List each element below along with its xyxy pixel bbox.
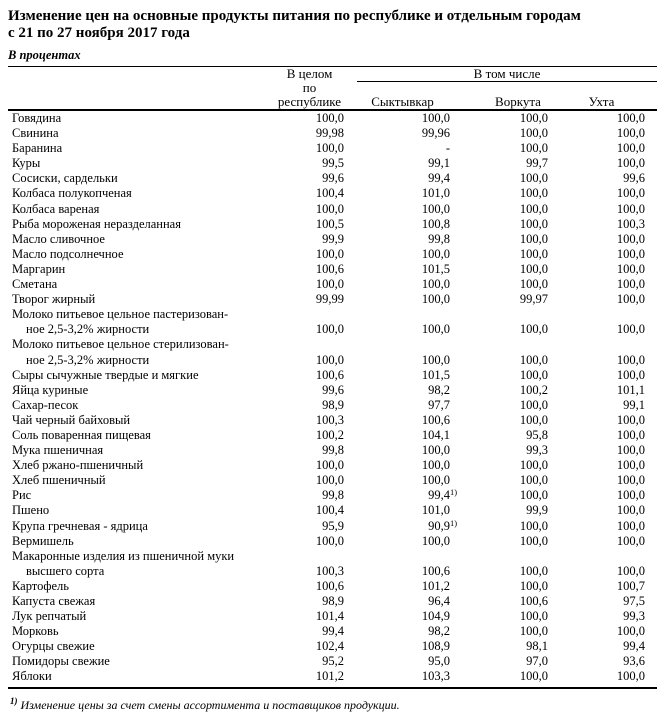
table-row — [8, 383, 657, 398]
value-cell: 100,0 — [616, 367, 646, 382]
product-name-cell: Пшено — [12, 503, 50, 518]
table-row — [8, 519, 657, 534]
value-cell: 101,0 — [421, 186, 450, 201]
product-name-cell: Колбаса вареная — [12, 201, 100, 216]
value-cell: 100,0 — [421, 458, 450, 473]
value-cell: 101,4 — [315, 609, 344, 624]
value-cell: 100,0 — [315, 246, 344, 261]
footnote-marker: 1) — [10, 695, 18, 706]
value-cell: 100,0 — [519, 322, 548, 337]
table-row — [8, 337, 657, 367]
column-header-vorkuta: Воркута — [460, 89, 558, 110]
overall-header-line2: по республике — [277, 80, 342, 109]
value-cell: 96,4 — [428, 594, 450, 608]
value-cell: 100,0 — [315, 473, 344, 488]
value-cell: 100,0 — [616, 231, 646, 246]
table-row — [8, 534, 657, 549]
product-name-cell: Яйца куриные — [12, 382, 89, 397]
value-cell: 101,5 — [421, 367, 450, 382]
value-cell: 99,8 — [322, 488, 344, 503]
product-name-cell: Картофель — [12, 578, 69, 593]
value-cell: 99,5 — [322, 156, 344, 171]
value-cell: 100,0 — [616, 246, 646, 261]
table-row — [8, 307, 657, 337]
value-cell: 100,0 — [616, 261, 646, 276]
product-name-cell: Баранина — [12, 141, 63, 156]
value-cell: 100,0 — [616, 624, 646, 639]
value-cell: 99,1 — [428, 156, 450, 171]
value-cell: 90,9$^{1)}$ — [428, 517, 458, 533]
product-column-header — [8, 67, 275, 111]
table-row — [8, 156, 657, 171]
value-cell: 100,0 — [616, 412, 646, 427]
value-cell: 99,8 — [322, 443, 344, 458]
value-cell: 99,3 — [623, 609, 646, 624]
value-cell: 100,0 — [315, 111, 344, 125]
value-cell: 97,0 — [526, 654, 548, 669]
value-cell: 100,0 — [421, 292, 450, 307]
table-row — [8, 247, 657, 262]
value-cell: 100,4 — [315, 503, 344, 518]
value-cell: 99,99 — [315, 292, 344, 307]
product-name-cell: Чай черный байховый — [12, 412, 131, 427]
value-cell: 100,0 — [616, 201, 646, 216]
value-cell: 100,0 — [616, 473, 646, 488]
product-name-cell: Маргарин — [12, 261, 66, 276]
table-row — [8, 126, 657, 141]
value-cell: 100,0 — [519, 111, 548, 125]
value-cell: 100,8 — [421, 216, 450, 231]
product-name-cell: Творог жирный — [12, 292, 96, 307]
value-cell: 100,0 — [519, 246, 548, 261]
value-cell: 100,0 — [519, 231, 548, 246]
value-cell: 100,0 — [519, 216, 548, 231]
product-name-cell: Сыры сычужные твердые и мягкие — [12, 367, 199, 382]
value-cell: 100,0 — [616, 503, 646, 518]
page-title — [8, 8, 663, 42]
table-row — [8, 292, 657, 307]
value-cell: 100,0 — [421, 277, 450, 292]
value-cell: 95,2 — [322, 654, 344, 669]
footnote — [8, 694, 663, 712]
column-header-ukhta: Ухта — [558, 89, 657, 110]
value-cell: 100,0 — [616, 322, 646, 337]
value-cell: 100,0 — [519, 186, 548, 201]
value-cell: 100,0 — [519, 141, 548, 156]
value-cell: 100,0 — [616, 352, 646, 367]
value-cell: 98,1 — [526, 639, 548, 654]
table-row — [8, 398, 657, 413]
value-cell: 95,0 — [428, 654, 450, 669]
value-cell: 100,0 — [519, 126, 548, 141]
table-row — [8, 232, 657, 247]
value-cell: 100,0 — [616, 156, 646, 171]
table-row — [8, 277, 657, 292]
value-cell: 100,0 — [616, 443, 646, 458]
value-cell: 100,0 — [519, 624, 548, 639]
product-name-cell: Сахар-песок — [12, 397, 79, 412]
table-row — [8, 624, 657, 639]
value-cell: 99,8 — [428, 231, 450, 246]
product-name-cell: Свинина — [12, 126, 59, 141]
value-cell: 100,0 — [519, 578, 548, 593]
value-cell: 100,0 — [519, 488, 548, 503]
product-name-cell: Говядина — [12, 111, 62, 125]
value-cell: 100,0 — [519, 533, 548, 548]
value-cell: 100,0 — [315, 201, 344, 216]
page-title-line2: с 21 по 27 ноября 2017 года — [8, 25, 190, 41]
value-cell: 100,0 — [519, 261, 548, 276]
value-cell: 99,6 — [623, 171, 646, 186]
product-name-cell: Рыба мороженая неразделанная — [12, 216, 181, 231]
product-name-cell: Молоко питьевое цельное пастеризован- ное 2,5-3,2% жирности — [12, 307, 229, 337]
value-cell: 99,4 — [322, 624, 344, 639]
value-cell: 99,3 — [526, 443, 548, 458]
value-cell: 100,0 — [616, 488, 646, 503]
value-cell: 100,0 — [616, 141, 646, 156]
value-cell: 99,4 — [623, 639, 646, 654]
value-cell: 100,0 — [315, 352, 344, 367]
value-cell: 101,5 — [421, 261, 450, 276]
value-cell: 100,0 — [315, 141, 344, 156]
value-cell: 95,8 — [526, 427, 548, 442]
value-cell: 100,0 — [616, 126, 646, 141]
table-row — [8, 458, 657, 473]
product-name-cell: Масло сливочное — [12, 231, 105, 246]
value-cell: 101,2 — [275, 669, 345, 687]
value-cell: 100,0 — [558, 669, 657, 687]
value-cell: 100,0 — [519, 412, 548, 427]
value-cell: 97,7 — [428, 397, 450, 412]
value-cell: 99,98 — [315, 126, 344, 141]
value-cell: 101,0 — [421, 503, 450, 518]
table-row — [8, 217, 657, 232]
value-cell: 100,0 — [616, 427, 646, 442]
product-name-cell: Огурцы свежие — [12, 639, 95, 654]
table-row — [8, 186, 657, 201]
value-cell: 102,4 — [315, 639, 344, 654]
table-row — [8, 579, 657, 594]
value-cell: 100,0 — [616, 186, 646, 201]
value-cell: 100,0 — [616, 533, 646, 548]
value-cell: 98,2 — [428, 382, 450, 397]
product-name-cell: Колбаса полукопченая — [12, 186, 132, 201]
value-cell: 100,0 — [519, 171, 548, 186]
table-body — [8, 110, 657, 688]
value-cell: 98,9 — [322, 397, 344, 412]
value-cell: 100,0 — [421, 533, 450, 548]
value-cell: 97,5 — [623, 594, 646, 608]
value-cell: 99,4 — [428, 171, 450, 186]
value-cell: 100,0 — [519, 397, 548, 412]
value-cell: 99,6 — [322, 171, 344, 186]
value-cell: 100,0 — [315, 533, 344, 548]
value-cell: 100,0 — [421, 322, 450, 337]
value-cell: 100,0 — [315, 322, 344, 337]
column-header-syktyvkar: Сыктывкар — [345, 89, 460, 110]
value-cell: 100,6 — [315, 578, 344, 593]
value-cell: 100,0 — [616, 563, 646, 578]
table-row — [8, 594, 657, 609]
value-cell: 98,2 — [428, 624, 450, 639]
value-cell: 100,0 — [519, 458, 548, 473]
table-row — [8, 488, 657, 503]
value-cell: 100,7 — [616, 578, 646, 593]
table-row — [8, 413, 657, 428]
value-cell: 100,5 — [315, 216, 344, 231]
value-cell: 101,2 — [421, 578, 450, 593]
table-row — [8, 110, 657, 126]
value-cell: - — [445, 141, 450, 156]
table-row — [8, 639, 657, 654]
value-cell: 103,3 — [345, 669, 460, 687]
value-cell: 100,0 — [421, 443, 450, 458]
product-name-cell: Соль поваренная пищевая — [12, 427, 151, 442]
overall-header-line1: В целом — [286, 66, 333, 81]
value-cell: 100,0 — [616, 518, 646, 533]
value-cell: 100,0 — [616, 277, 646, 292]
value-cell: 99,4$^{1)}$ — [428, 487, 458, 503]
product-name-cell: Макаронные изделия из пшеничной муки высшего сорта — [12, 548, 235, 578]
product-name-cell: Морковь — [12, 624, 59, 639]
value-cell: 100,2 — [519, 382, 548, 397]
product-name-cell: Крупа гречневая - ядрица — [12, 518, 148, 533]
units-note: В процентах — [8, 48, 81, 62]
value-cell: 100,6 — [519, 594, 548, 608]
value-cell: 100,3 — [315, 412, 344, 427]
table-row — [8, 171, 657, 186]
value-cell: 95,9 — [322, 518, 344, 533]
value-cell: 100,0 — [519, 201, 548, 216]
value-cell: 100,0 — [421, 246, 450, 261]
value-cell: 100,0 — [519, 367, 548, 382]
value-cell: 100,0 — [421, 473, 450, 488]
table-row — [8, 609, 657, 624]
value-cell: 100,0 — [616, 292, 646, 307]
value-cell: 100,0 — [519, 277, 548, 292]
value-cell: 100,6 — [421, 412, 450, 427]
value-cell: 100,0 — [519, 352, 548, 367]
table-row — [8, 368, 657, 383]
value-cell: 100,0 — [460, 669, 558, 687]
value-cell: 100,0 — [315, 458, 344, 473]
table-row — [8, 202, 657, 217]
value-cell: 100,3 — [616, 216, 646, 231]
column-header-overall — [275, 67, 345, 111]
column-group-header — [345, 67, 657, 89]
product-name-cell: Помидоры свежие — [12, 654, 110, 669]
value-cell: 101,1 — [616, 382, 646, 397]
value-cell: 100,2 — [315, 427, 344, 442]
value-cell: 100,6 — [315, 367, 344, 382]
table-row — [8, 262, 657, 277]
product-name-cell: Вермишель — [12, 533, 74, 548]
value-cell: 99,96 — [421, 126, 450, 141]
group-header-label: В том числе — [357, 67, 657, 82]
value-cell: 99,97 — [519, 292, 548, 307]
value-cell: 104,1 — [421, 427, 450, 442]
table-row — [8, 443, 657, 458]
value-cell: 99,6 — [322, 382, 344, 397]
table-row — [8, 549, 657, 579]
value-cell: 104,9 — [421, 609, 450, 624]
value-cell: 100,0 — [519, 518, 548, 533]
value-cell: 108,9 — [421, 639, 450, 654]
value-cell: 100,0 — [315, 277, 344, 292]
product-name-cell: Куры — [12, 156, 41, 171]
table-row — [8, 473, 657, 488]
table-row — [8, 669, 657, 687]
product-name-cell: Лук репчатый — [12, 609, 87, 624]
value-cell: 99,7 — [526, 156, 548, 171]
product-name-cell: Хлеб пшеничный — [12, 473, 106, 488]
table-row — [8, 503, 657, 518]
product-name-cell: Хлеб ржано-пшеничный — [12, 458, 144, 473]
product-name-cell: Масло подсолнечное — [12, 246, 124, 261]
product-name-cell: Яблоки — [8, 669, 275, 687]
value-cell: 93,6 — [623, 654, 646, 669]
value-cell: 100,6 — [315, 261, 344, 276]
value-cell: 100,3 — [315, 563, 344, 578]
product-name-cell: Сметана — [12, 277, 58, 292]
product-name-cell: Сосиски, сардельки — [12, 171, 118, 186]
value-cell: 100,0 — [616, 458, 646, 473]
table-row — [8, 654, 657, 669]
product-name-cell: Мука пшеничная — [12, 443, 104, 458]
price-table — [8, 66, 657, 689]
value-cell: 100,0 — [421, 352, 450, 367]
value-cell: 100,0 — [421, 111, 450, 125]
value-cell: 100,0 — [519, 609, 548, 624]
value-cell: 100,0 — [519, 563, 548, 578]
value-cell: 98,9 — [322, 594, 344, 608]
table-row — [8, 141, 657, 156]
value-cell: 100,0 — [519, 473, 548, 488]
product-name-cell: Рис — [12, 488, 32, 503]
value-cell: 100,0 — [421, 201, 450, 216]
value-cell: 99,9 — [322, 231, 344, 246]
table-header — [8, 67, 657, 111]
value-cell: 99,1 — [623, 397, 646, 412]
product-name-cell: Капуста свежая — [12, 594, 96, 608]
value-cell: 100,0 — [616, 111, 646, 125]
value-cell: 99,9 — [526, 503, 548, 518]
product-name-cell: Молоко питьевое цельное стерилизован- ное 2,5-3,2% жирности — [12, 337, 229, 367]
page-title-line1: Изменение цен на основные продукты питания по республике и отдельным городам — [8, 8, 581, 24]
value-cell: 100,4 — [315, 186, 344, 201]
table-row — [8, 428, 657, 443]
value-cell: 100,6 — [421, 563, 450, 578]
footnote-text: Изменение цены за счет смены ассортимента и поставщиков продукции. — [20, 697, 400, 712]
